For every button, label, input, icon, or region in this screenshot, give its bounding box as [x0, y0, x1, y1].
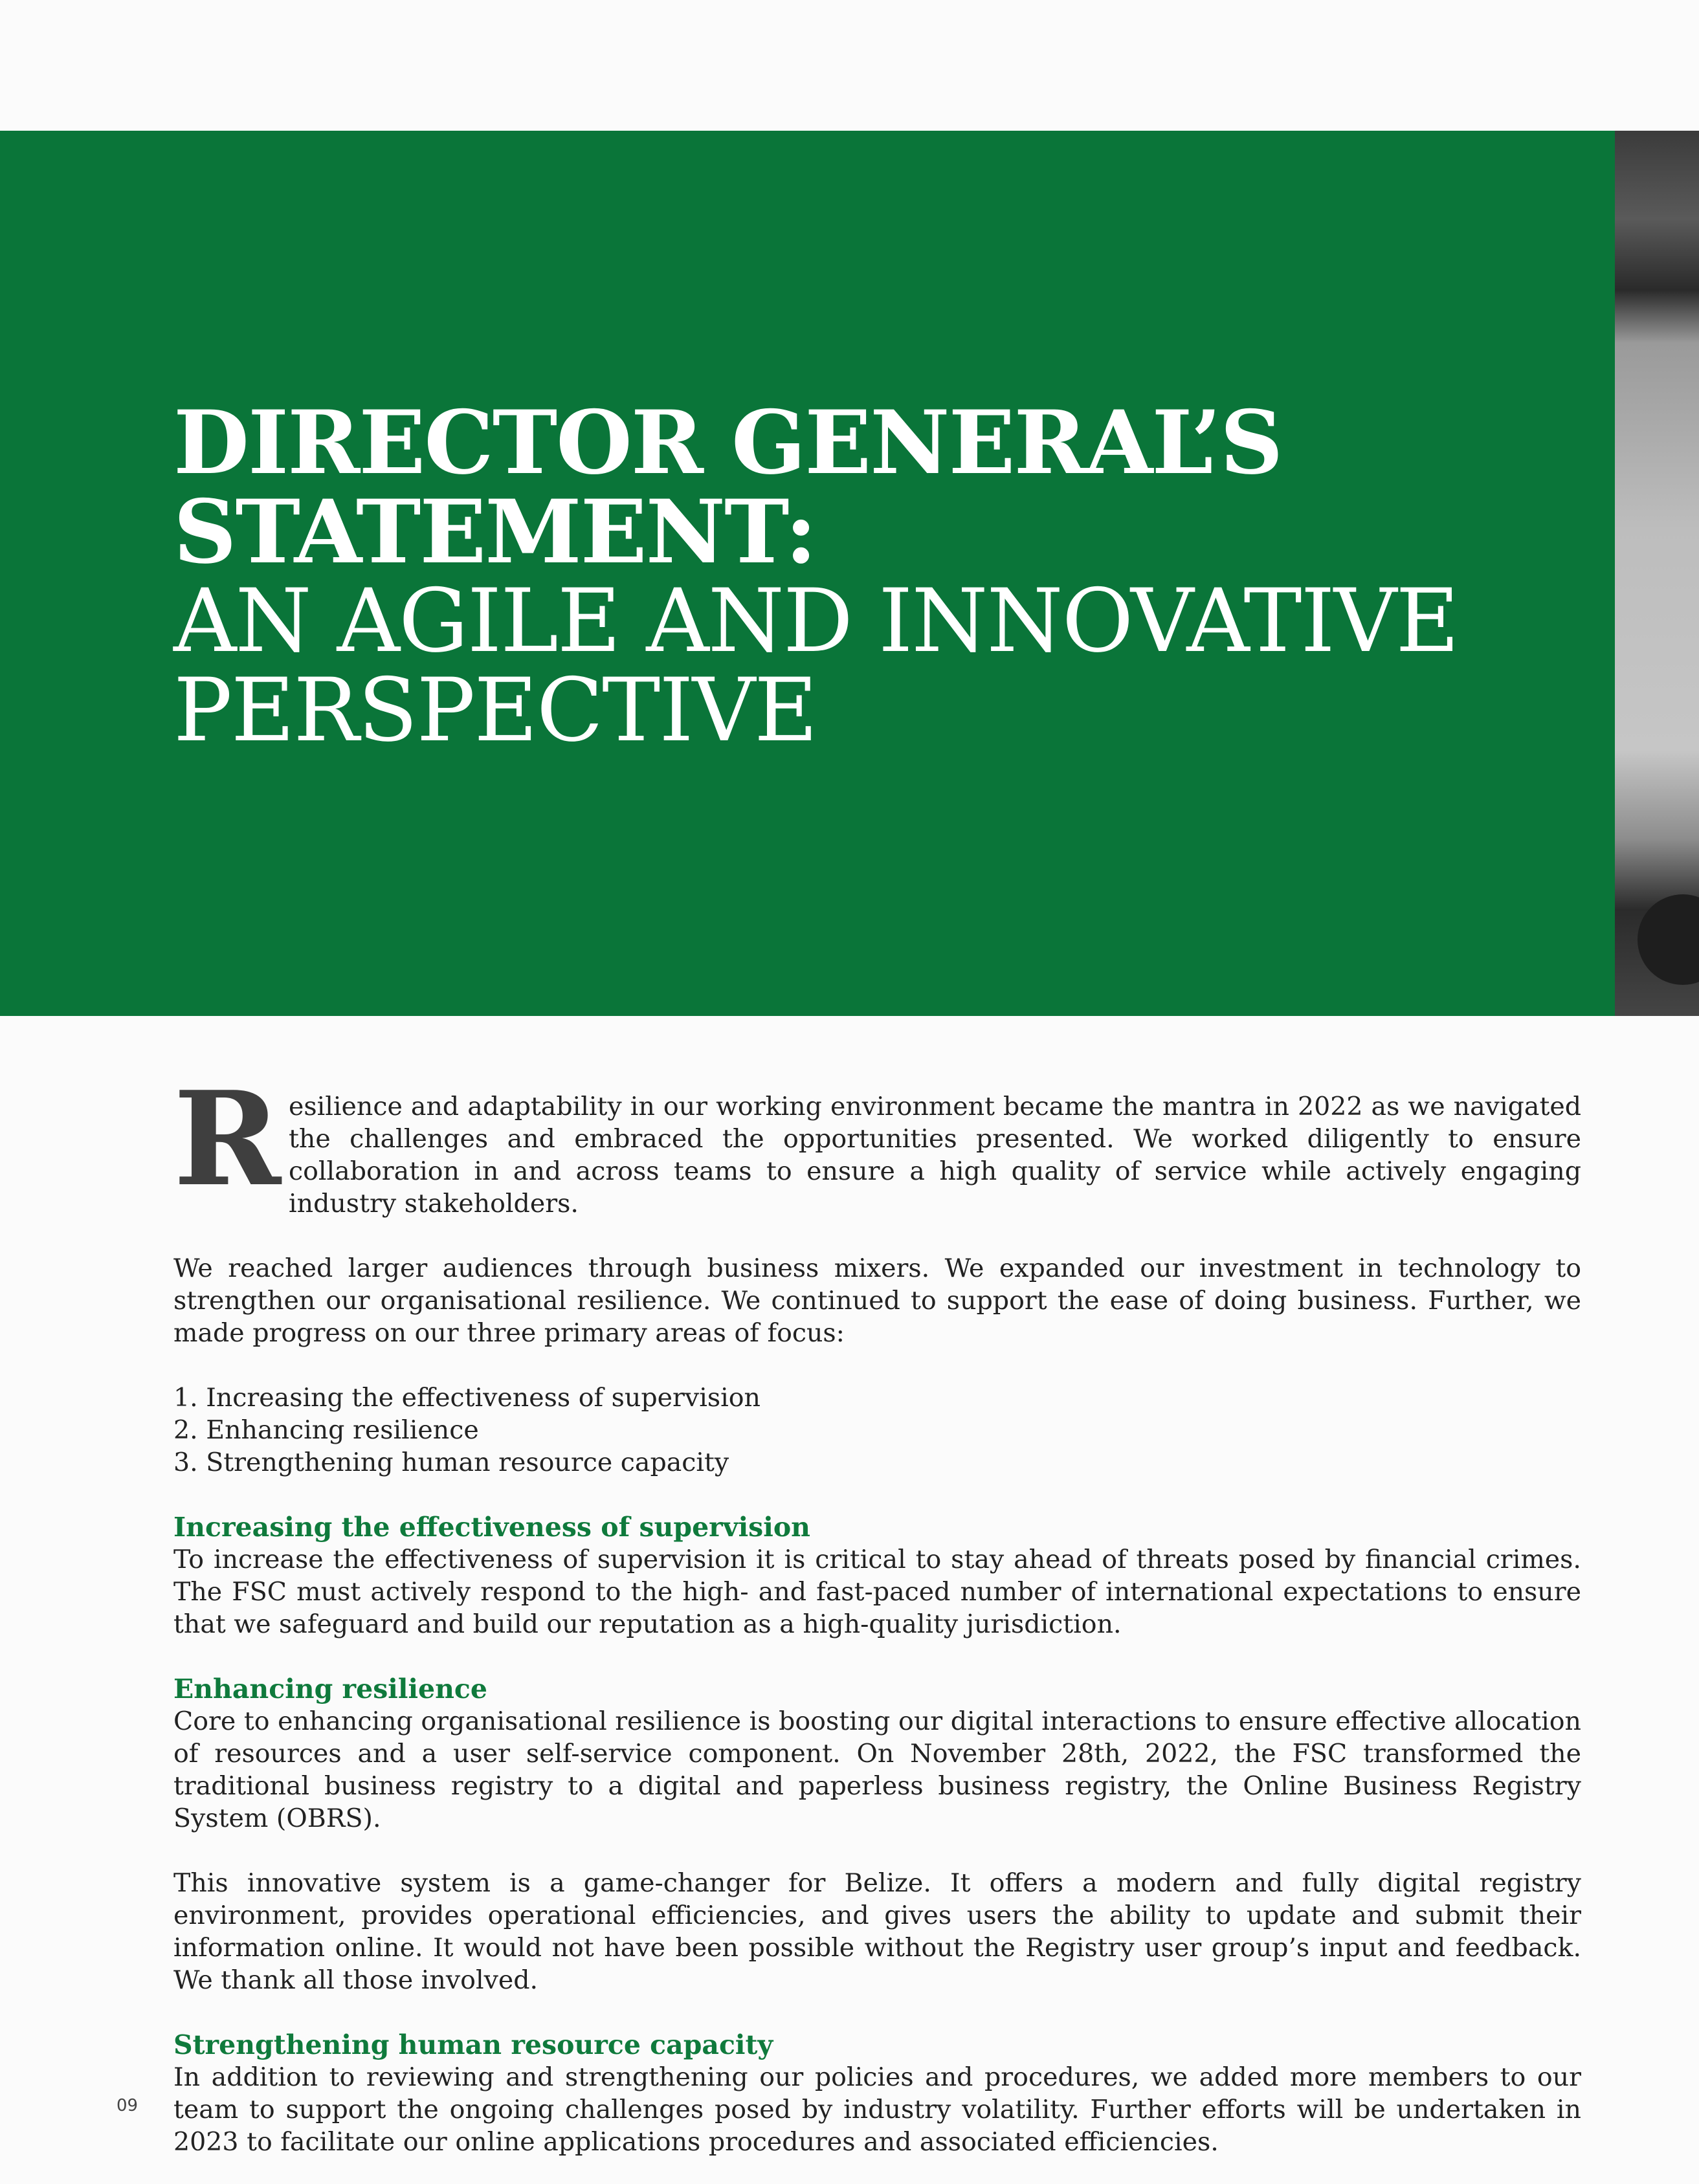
drop-cap: R — [173, 1063, 282, 1215]
paragraph-audiences: We reached larger audiences through business mixers. We expanded our investment in technology to strengthen our organisational resilience. We continued to support the ease of doing business. Further, we made progress on our three primary areas of focus: — [173, 1253, 1581, 1348]
photo-detail — [1638, 894, 1699, 985]
page-title — [173, 391, 1533, 761]
subtitle-line-1: AN AGILE AND INNOVATIVE — [173, 570, 1458, 672]
intro-paragraph — [173, 1063, 1581, 1220]
focus-list-item: 1. Increasing the effectiveness of supervision — [173, 1383, 761, 1413]
title-line-2: STATEMENT: — [173, 480, 816, 583]
section-heading-human-resources: Strengthening human resource capacity — [173, 2029, 773, 2060]
section-paragraph: Core to enhancing organisational resilience is boosting our digital interactions to ensure effective allocation of resources and a user self-service component. On November 28th, 2022, the FSC transformed the traditional business registry to a digital and paperless business registry, the Online Business Registry System (OBRS). — [173, 1706, 1581, 1833]
focus-list-item: 2. Enhancing resilience — [173, 1415, 479, 1445]
page-number: 09 — [117, 2096, 139, 2115]
subtitle-line-2: PERSPECTIVE — [173, 659, 817, 761]
title-line-1: DIRECTOR GENERAL’S — [173, 391, 1282, 494]
section-paragraph: In addition to reviewing and strengthening our policies and procedures, we added more members to our team to support the ongoing challenges posed by industry volatility. Further efforts will be undertaken in 2023 to facilitate our online applications procedures and associated efficiencies. — [173, 2062, 1581, 2157]
section-heading-resilience: Enhancing resilience — [173, 1673, 487, 1704]
header-photo — [1612, 131, 1699, 1016]
focus-list-item: 3. Strengthening human resource capacity — [173, 1448, 729, 1477]
section-heading-supervision: Increasing the effectiveness of supervision — [173, 1512, 810, 1543]
intro-text: esilience and adaptability in our working environment became the mantra in 2022 as we navigated the challenges and embraced the opportunities presented. We worked diligently to ensure collaboration in and across teams to ensure a high quality of service while actively engaging industry stakeholders. — [289, 1092, 1581, 1219]
article-body — [173, 1063, 1581, 2158]
section-paragraph: To increase the effectiveness of supervision it is critical to stay ahead of threats posed by financial crimes. The FSC must actively respond to the high- and fast-paced number of international expectations to ensure that we safeguard and build our reputation as a high-quality jurisdiction. — [173, 1545, 1581, 1639]
section-paragraph: This innovative system is a game-changer for Belize. It offers a modern and fully digital registry environment, provides operational efficiencies, and gives users the ability to update and submit their information online. It would not have been possible without the Registry user group’s input and feedback. We thank all those involved. — [173, 1868, 1581, 1995]
